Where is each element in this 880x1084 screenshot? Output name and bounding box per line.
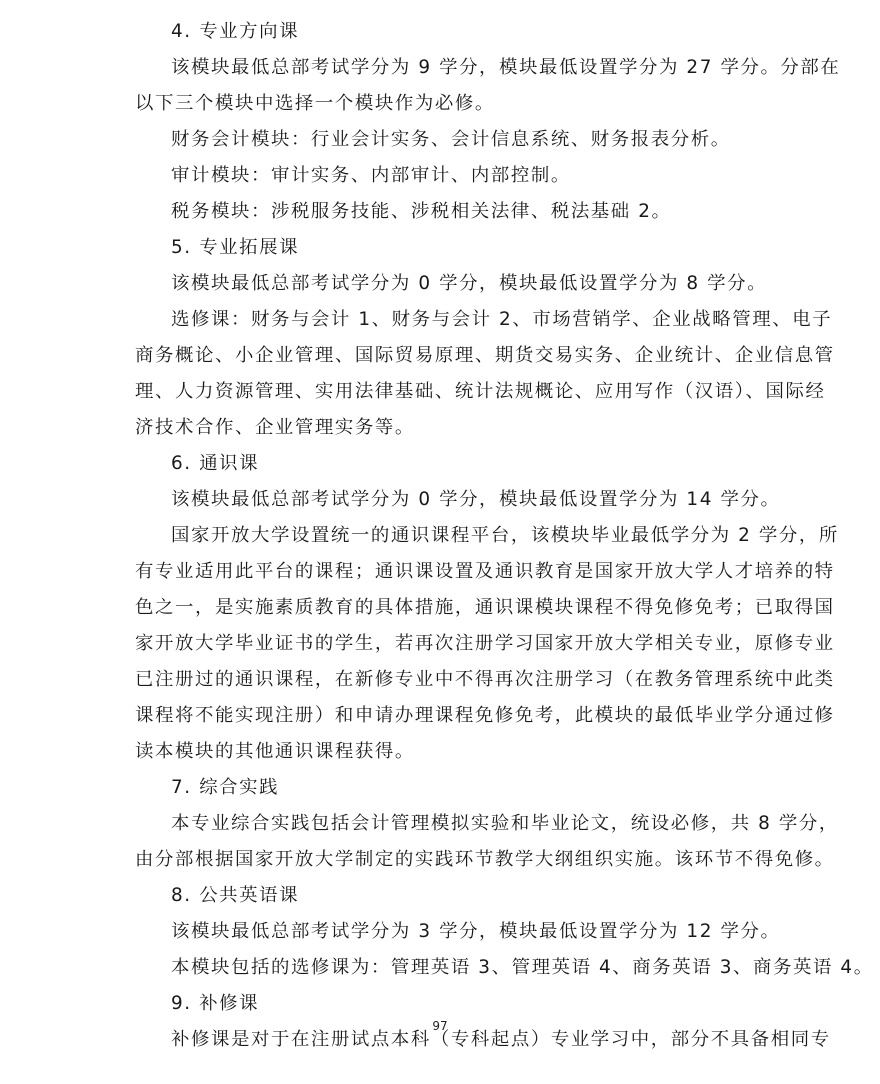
paragraph-line: 色之一，是实施素质教育的具体措施，通识课模块课程不得免修免考；已取得国 <box>135 597 835 618</box>
paragraph-line: 有专业适用此平台的课程；通识课设置及通识教育是国家开放大学人才培养的特 <box>135 561 835 582</box>
paragraph-line: 国家开放大学设置统一的通识课程平台，该模块毕业最低学分为 2 学分，所 <box>171 525 839 546</box>
paragraph-line: 以下三个模块中选择一个模块作为必修。 <box>135 93 495 114</box>
paragraph-line: 税务模块：涉税服务技能、涉税相关法律、税法基础 2。 <box>171 201 672 222</box>
paragraph-line: 该模块最低总部考试学分为 0 学分，模块最低设置学分为 14 学分。 <box>171 489 781 510</box>
paragraph-line: 该模块最低总部考试学分为 9 学分，模块最低设置学分为 27 学分。分部在 <box>171 57 841 78</box>
paragraph-line: 该模块最低总部考试学分为 0 学分，模块最低设置学分为 8 学分。 <box>171 273 768 294</box>
paragraph-line: 商务概论、小企业管理、国际贸易原理、期货交易实务、企业统计、企业信息管 <box>135 345 835 366</box>
section-heading: 6. 通识课 <box>171 453 260 474</box>
paragraph-line: 财务会计模块：行业会计实务、会计信息系统、财务报表分析。 <box>171 129 731 150</box>
document-page <box>135 14 874 1058</box>
paragraph-line: 本模块包括的选修课为：管理英语 3、管理英语 4、商务英语 3、商务英语 4。 <box>171 957 874 978</box>
section-heading: 8. 公共英语课 <box>171 885 300 906</box>
paragraph-line: 由分部根据国家开放大学制定的实践环节教学大纲组织实施。该环节不得免修。 <box>135 849 835 870</box>
paragraph-line: 选修课：财务与会计 1、财务与会计 2、市场营销学、企业战略管理、电子 <box>171 309 833 330</box>
section-heading: 9. 补修课 <box>171 993 260 1014</box>
page-number: 97 <box>432 1019 448 1033</box>
paragraph-line: 理、人力资源管理、实用法律基础、统计法规概论、应用写作（汉语）、国际经 <box>135 381 826 402</box>
section-heading: 4. 专业方向课 <box>171 21 300 42</box>
paragraph-line: 补修课是对于在注册试点本科（专科起点）专业学习中，部分不具备相同专 <box>171 1029 831 1050</box>
paragraph-line: 本专业综合实践包括会计管理模拟实验和毕业论文，统设必修，共 8 学分， <box>171 813 839 834</box>
paragraph-line: 课程将不能实现注册）和申请办理课程免修免考，此模块的最低毕业学分通过修 <box>135 705 835 726</box>
section-heading: 7. 综合实践 <box>171 777 280 798</box>
paragraph-line: 家开放大学毕业证书的学生，若再次注册学习国家开放大学相关专业，原修专业 <box>135 633 835 654</box>
paragraph-line: 济技术合作、企业管理实务等。 <box>135 417 415 438</box>
paragraph-line: 该模块最低总部考试学分为 3 学分，模块最低设置学分为 12 学分。 <box>171 921 781 942</box>
paragraph-line: 审计模块：审计实务、内部审计、内部控制。 <box>171 165 571 186</box>
paragraph-line: 已注册过的通识课程，在新修专业中不得再次注册学习（在教务管理系统中此类 <box>135 669 835 690</box>
paragraph-line: 读本模块的其他通识课程获得。 <box>135 741 415 762</box>
section-heading: 5. 专业拓展课 <box>171 237 300 258</box>
